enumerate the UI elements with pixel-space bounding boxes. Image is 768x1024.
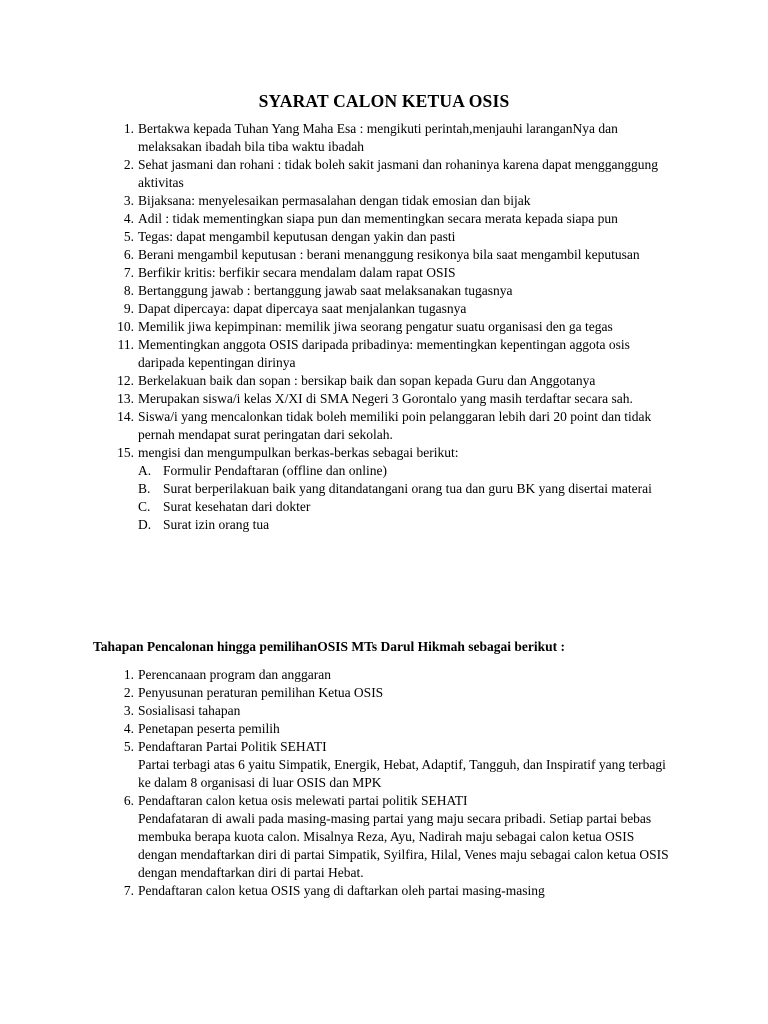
list-text: Adil : tidak mementingkan siapa pun dan mementingkan secara merata kepada siapa pun [138, 211, 618, 226]
list-item [0, 228, 768, 246]
list-text: Bertanggung jawab : bertanggung jawab saat melaksanakan tugasnya [138, 283, 513, 298]
list-letter: D. [138, 517, 152, 532]
list-text: Pendaftaran calon ketua osis melewati partai politik SEHATI [138, 793, 468, 808]
list-text: Berani mengambil keputusan : berani menanggung resikonya bila saat mengambil keputusan [138, 247, 640, 262]
list-number: 10. [117, 319, 134, 334]
list-text: Dapat dipercaya: dapat dipercaya saat menjalankan tugasnya [138, 301, 467, 316]
list-item [0, 318, 768, 336]
list-number: 1. [123, 121, 134, 136]
list-item [0, 156, 768, 192]
list-text: Memilik jiwa kepimpinan: memilik jiwa seorang pengatur suatu organisasi den ga tegas [138, 319, 613, 334]
list-text: Surat kesehatan dari dokter [163, 499, 311, 514]
list-item [0, 300, 768, 318]
list-text: Mementingkan anggota OSIS daripada pribadinya: mementingkan kepentingan aggota osis daripada kepentingan dirinya [138, 337, 630, 370]
list-number: 7. [123, 883, 134, 898]
list-letter: C. [138, 499, 151, 514]
list-number: 8. [123, 283, 134, 298]
document-title: SYARAT CALON KETUA OSIS [258, 91, 510, 111]
list-item [0, 792, 768, 882]
list-item [0, 684, 768, 702]
list-text: Tegas: dapat mengambil keputusan dengan yakin dan pasti [138, 229, 456, 244]
list-item [0, 666, 768, 684]
list-number: 3. [123, 703, 134, 718]
sub-list-item [138, 498, 676, 516]
list-item [0, 192, 768, 210]
list-number: 7. [123, 265, 134, 280]
list-text: Bijaksana: menyelesaikan permasalahan dengan tidak emosian dan bijak [138, 193, 531, 208]
list-number: 4. [123, 721, 134, 736]
list-text: Surat berperilakuan baik yang ditandatangani orang tua dan guru BK yang disertai materai [163, 481, 652, 496]
list-item [0, 264, 768, 282]
list-number: 1. [123, 667, 134, 682]
list-number: 5. [123, 739, 134, 754]
list-text: Perencanaan program dan anggaran [138, 667, 332, 682]
list-item [0, 336, 768, 372]
list-item [0, 444, 768, 534]
list-text: Merupakan siswa/i kelas X/XI di SMA Negeri 3 Gorontalo yang masih terdaftar secara sah. [138, 391, 633, 406]
list-item [0, 738, 768, 792]
list-number: 6. [123, 247, 134, 262]
list-text: Pendaftaran Partai Politik SEHATI [138, 739, 327, 754]
list-item [0, 882, 768, 900]
documents-list [138, 462, 676, 534]
list-description: Pendafataran di awali pada masing-masing partai yang maju secara pribadi. Setiap partai bebas membuka berapa kuota calon. Misalnya Reza, Ayu, Nadirah maju sebagai calon ketua OSIS dengan mendaftarkan diri di partai Simpatik, Syilfira, Hilal, Venes maju sebagai calon ketua OSIS dengan mendaftarkan diri di partai Hebat. [138, 811, 669, 880]
list-text: Sosialisasi tahapan [138, 703, 241, 718]
list-item [0, 246, 768, 264]
list-number: 6. [123, 793, 134, 808]
list-item [0, 282, 768, 300]
list-item [0, 408, 768, 444]
list-item [0, 120, 768, 156]
sub-list-item [138, 516, 676, 534]
list-number: 14. [117, 409, 134, 424]
list-text: Penetapan peserta pemilih [138, 721, 280, 736]
list-text: mengisi dan mengumpulkan berkas-berkas sebagai berikut: [138, 445, 459, 460]
section-heading: Tahapan Pencalonan hingga pemilihanOSIS MTs Darul Hikmah sebagai berikut : [93, 639, 565, 654]
list-text: Pendaftaran calon ketua OSIS yang di daftarkan oleh partai masing-masing [138, 883, 545, 898]
list-number: 2. [123, 685, 134, 700]
list-text: Bertakwa kepada Tuhan Yang Maha Esa : mengikuti perintah,menjauhi laranganNya dan melaksakan ibadah bila tiba waktu ibadah [138, 121, 618, 154]
list-item [0, 372, 768, 390]
list-item [0, 720, 768, 738]
list-text: Surat izin orang tua [163, 517, 270, 532]
list-text: Formulir Pendaftaran (offline dan online) [163, 463, 387, 478]
list-number: 12. [117, 373, 134, 388]
sub-list-item [138, 480, 676, 498]
list-number: 2. [123, 157, 134, 172]
list-text: Berkelakuan baik dan sopan : bersikap baik dan sopan kepada Guru dan Anggotanya [138, 373, 596, 388]
list-text: Penyusunan peraturan pemilihan Ketua OSIS [138, 685, 384, 700]
sub-list-item [138, 462, 676, 480]
list-text: Berfikir kritis: berfikir secara mendalam dalam rapat OSIS [138, 265, 456, 280]
list-number: 11. [117, 337, 134, 352]
list-number: 3. [123, 193, 134, 208]
list-item [0, 390, 768, 408]
list-number: 5. [123, 229, 134, 244]
list-item [0, 210, 768, 228]
list-text: Siswa/i yang mencalonkan tidak boleh memiliki poin pelanggaran lebih dari 20 point dan tidak pernah mendapat surat peringatan dari sekolah. [138, 409, 652, 442]
list-letter: B. [138, 481, 151, 496]
list-number: 4. [123, 211, 134, 226]
stages-list [0, 666, 768, 900]
list-number: 13. [117, 391, 134, 406]
list-text: Sehat jasmani dan rohani : tidak boleh sakit jasmani dan rohaninya karena dapat mengganggung aktivitas [138, 157, 658, 190]
list-number: 15. [117, 445, 134, 460]
list-description: Partai terbagi atas 6 yaitu Simpatik, Energik, Hebat, Adaptif, Tangguh, dan Inspiratif yang terbagi ke dalam 8 organisasi di luar OSIS dan MPK [138, 757, 666, 790]
list-number: 9. [123, 301, 134, 316]
list-letter: A. [138, 463, 152, 478]
list-item [0, 702, 768, 720]
requirements-list [0, 120, 768, 534]
